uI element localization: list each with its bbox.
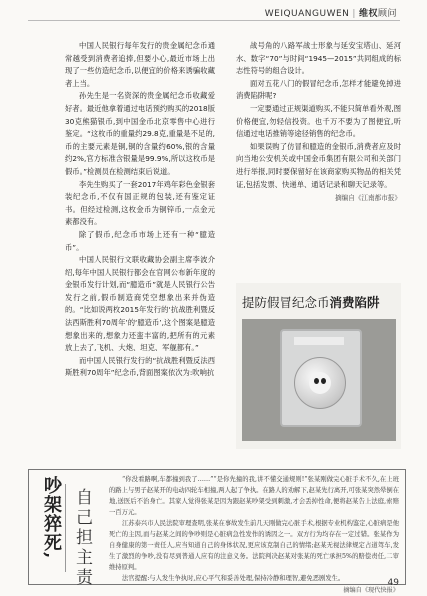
coin-case xyxy=(280,329,362,427)
paragraph: 面对五花八门的假冒纪念币,怎样才能避免掉进消费陷阱呢? xyxy=(236,78,401,101)
image-box xyxy=(236,283,401,449)
section-sub: 顾问 xyxy=(377,9,397,19)
left-column xyxy=(65,40,215,380)
image-title-bold: 消费陷阱 xyxy=(329,295,380,310)
page-number: 49 xyxy=(387,578,399,588)
story-subheadline: 自己担主责 xyxy=(72,488,92,588)
story-body xyxy=(109,474,399,596)
paragraph: 李先生购买了一套2017年鸡年彩色金银套装纪念币,不仅有国正规的包装,还有鉴定证书。但经过检测,这枚金币为铜锌币,一点金元素都没有。 xyxy=(65,179,215,227)
coin-photo xyxy=(242,319,396,441)
magazine-name: WEIQUANGUWEN xyxy=(264,9,350,19)
title-divider xyxy=(65,484,66,572)
image-title xyxy=(242,293,380,311)
header-rule xyxy=(28,20,400,21)
paragraph: 如果误购了仿冒和臆造的金银币,消费者应及时向当地公安机关或中国金币集团有限公司和关部门进行举报,同时要保留好在该商家购买物品的相关凭证,包括发票、快递单、通话记录和聊天记录等。 xyxy=(236,141,401,189)
paragraph: 而中国人民银行发行的“抗战胜利暨反法西斯胜利70周年”纪念币,背面图案依次为:吹响抗 xyxy=(65,355,215,378)
paragraph: 战号角的八路军战士形象与延安宝塔山、延河水、数字“70”与时间“1945—2015”共同组成的标志性符号的组合设计。 xyxy=(236,41,401,76)
running-header: WEIQUANGUWEN | 维权顾问 xyxy=(264,9,397,19)
paragraph: “你没看路啊,车都撞到我了……”“是你先撞的我,讲不懂交通规则!”张某刚做完心脏手术不久,在上班的路上与男子赵某开的电动四轮车相撞,两人起了争执。在路人的劝解下,赵某先行离开,可张某突然晕倒在地,送医后不治身亡。其家人觉得张某是因为跟赵某吵架受到刺激,才会丢掉性命,便将赵某告上法庭,索赔一百万元。 xyxy=(109,476,399,516)
panda-coin xyxy=(294,357,346,409)
section-name: 维权 xyxy=(358,9,378,19)
story-source: 摘编自《现代快报》 xyxy=(343,587,399,594)
article-source: 摘编自《江南都市报》 xyxy=(335,194,401,203)
paragraph: 法官提醒:与人发生争执时,应心平气和妥善处理,保持冷静和理智,避免恶剧发生。 xyxy=(122,575,345,582)
paragraph: 一定要通过正规渠道购买,不能只简单看外观,图价格便宜,勿轻信投资。也千万不要为了图便宜,听信通过电话推销等途径销售的纪念币。 xyxy=(236,103,401,139)
paragraph: 中国人民银行每年发行的贵金属纪念币通常越受到消费者追捧,但要小心,最近市场上出现了一些仿造纪念币,以便宜的价格来诱骗收藏者上当。 xyxy=(65,41,215,88)
paragraph: 江苏泰兴市人民法院审理查明,张某在事故发生前几天刚做完心脏手术,根据专业机构鉴定,心脏病是他死亡的主因,而与赵某之间的争吵则是心脏病急性发作的诱因之一。双方行为均存在一定过错。张某作为自身健康的第一责任人,应当知道自己的身体状况,更应该克制自己的情绪;赵某无视法律规定占道驾车,发生了激烈的争吵,没有尽到普通人应有的注意义务。法院判决赵某对张某的死亡承担5%的赔偿责任,二审维持原判。 xyxy=(109,520,399,571)
story-headline: 吵架猝死, xyxy=(41,476,62,560)
right-column xyxy=(236,40,401,205)
image-title-normal: 提防假冒纪念币 xyxy=(242,295,330,310)
story-box xyxy=(28,469,406,594)
paragraph: 中国人民银行文联收藏协会副主席李波介绍,每年中国人民银行都会在官网公布新年度的金银币发行计划,而“臆造币”就是人民银行公告发行之前,假币制造商凭空想象出来并伪造的。“比如说两枚2015年发行的‘抗战胜利暨反法西斯胜利70周年’的‘臆造币’,这个图案是臆造想象出来的,想象力还蛮丰富的,把所有的元素放上去了,飞机、大炮、坦克、军舰都有。” xyxy=(65,255,215,353)
paragraph: 除了假币,纪念币市场上还有一种“臆造币”。 xyxy=(65,229,215,252)
paragraph: 孙先生是一名资深的贵金属纪念币收藏爱好者。最近他拿着通过电话预约购买的2018版30克熊猫银币,到中国金币北京零售中心进行鉴定。“这枚币的重量约29.8克,重量是不足的,币的主要元素是铜,铜的含量约60%,银的含量约2%,官方标准含银量是99.9%,所以这枚币是假币。”检测员在检测结束后说道。 xyxy=(65,91,215,176)
case-label xyxy=(294,337,344,345)
panda-icon xyxy=(309,372,331,394)
